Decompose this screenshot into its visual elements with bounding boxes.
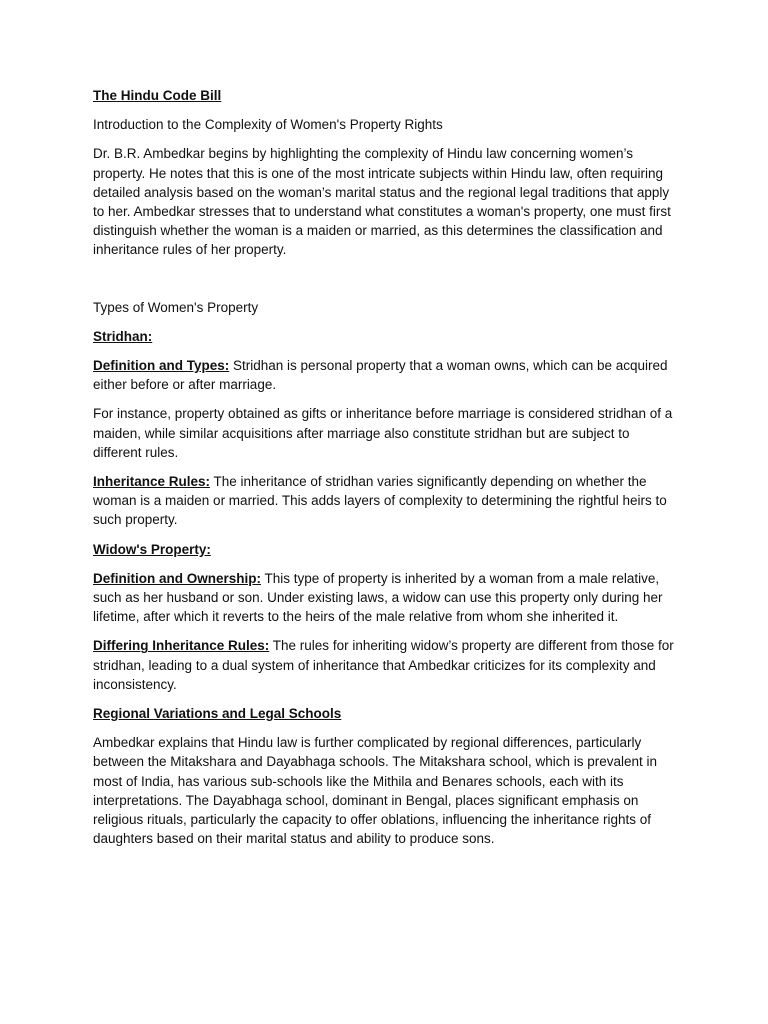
stridhan-definition-text: Stridhan is personal property that a woman owns, which can be acquired either before or after marriage.	[93, 358, 668, 393]
stridhan-inheritance-text: The inheritance of stridhan varies significantly depending on whether the woman is a maiden or married. This adds layers of complexity to determining the rightful heirs to such property.	[93, 474, 667, 528]
widow-definition-paragraph	[93, 569, 678, 627]
stridhan-definition-paragraph	[93, 356, 678, 394]
types-heading: Types of Women's Property	[93, 299, 259, 315]
document-title-text: The Hindu Code Bill	[93, 88, 222, 103]
widow-differing-paragraph	[93, 636, 678, 694]
stridhan-inheritance-label: Inheritance Rules:	[93, 474, 211, 490]
stridhan-instance-paragraph: For instance, property obtained as gifts or inheritance before marriage is considered stridhan of a maiden, while similar acquisitions after marriage also constitute stridhan but are subject to different rules.	[93, 406, 673, 460]
widow-definition-label: Definition and Ownership:	[93, 570, 261, 586]
regional-heading	[93, 704, 678, 723]
widow-definition-text: This type of property is inherited by a woman from a male relative, such as her husband or son. Under existing laws, a widow can use this property only during her lifetime, after which it reverts to the heirs of the male relative from whom she inherited it.	[93, 570, 663, 625]
widow-differing-text: The rules for inheriting widow’s property are different from those for stridhan, leading to a dual system of inheritance that Ambedkar criticizes for its complexity and inconsistency.	[93, 638, 674, 692]
intro-heading: Introduction to the Complexity of Women's Property Rights	[93, 117, 443, 133]
stridhan-inheritance-paragraph	[93, 472, 678, 530]
widow-heading-text: Widow's Property:	[93, 541, 211, 557]
stridhan-heading	[93, 327, 678, 346]
widow-differing-label: Differing Inheritance Rules:	[93, 638, 270, 654]
widow-heading	[93, 540, 678, 559]
regional-heading-text: Regional Variations and Legal Schools	[93, 706, 342, 722]
document-title	[93, 86, 678, 105]
regional-paragraph: Ambedkar explains that Hindu law is further complicated by regional differences, particularly between the Mitakshara and Dayabhaga schools. The Mitakshara school, which is prevalent in most of India, has various sub-schools like the Mithila and Benares schools, each with its interpretations. The Dayabhaga school, dominant in Bengal, places significant emphasis on religious rituals, particularly the capacity to offer oblations, influencing the inheritance rights of daughters based on their marital status and ability to produce sons.	[93, 735, 658, 847]
stridhan-heading-text: Stridhan:	[93, 328, 153, 344]
stridhan-definition-label: Definition and Types:	[93, 358, 230, 374]
intro-paragraph: Dr. B.R. Ambedkar begins by highlighting the complexity of Hindu law concerning women’s property. He notes that this is one of the most intricate subjects within Hindu law, often requiring detailed analysis based on the woman’s marital status and the regional legal traditions that apply to her. Ambedkar stresses that to understand what constitutes a woman's property, one must first distinguish whether the woman is a maiden or married, as this determines the classification and inheritance rules of her property.	[93, 146, 671, 258]
